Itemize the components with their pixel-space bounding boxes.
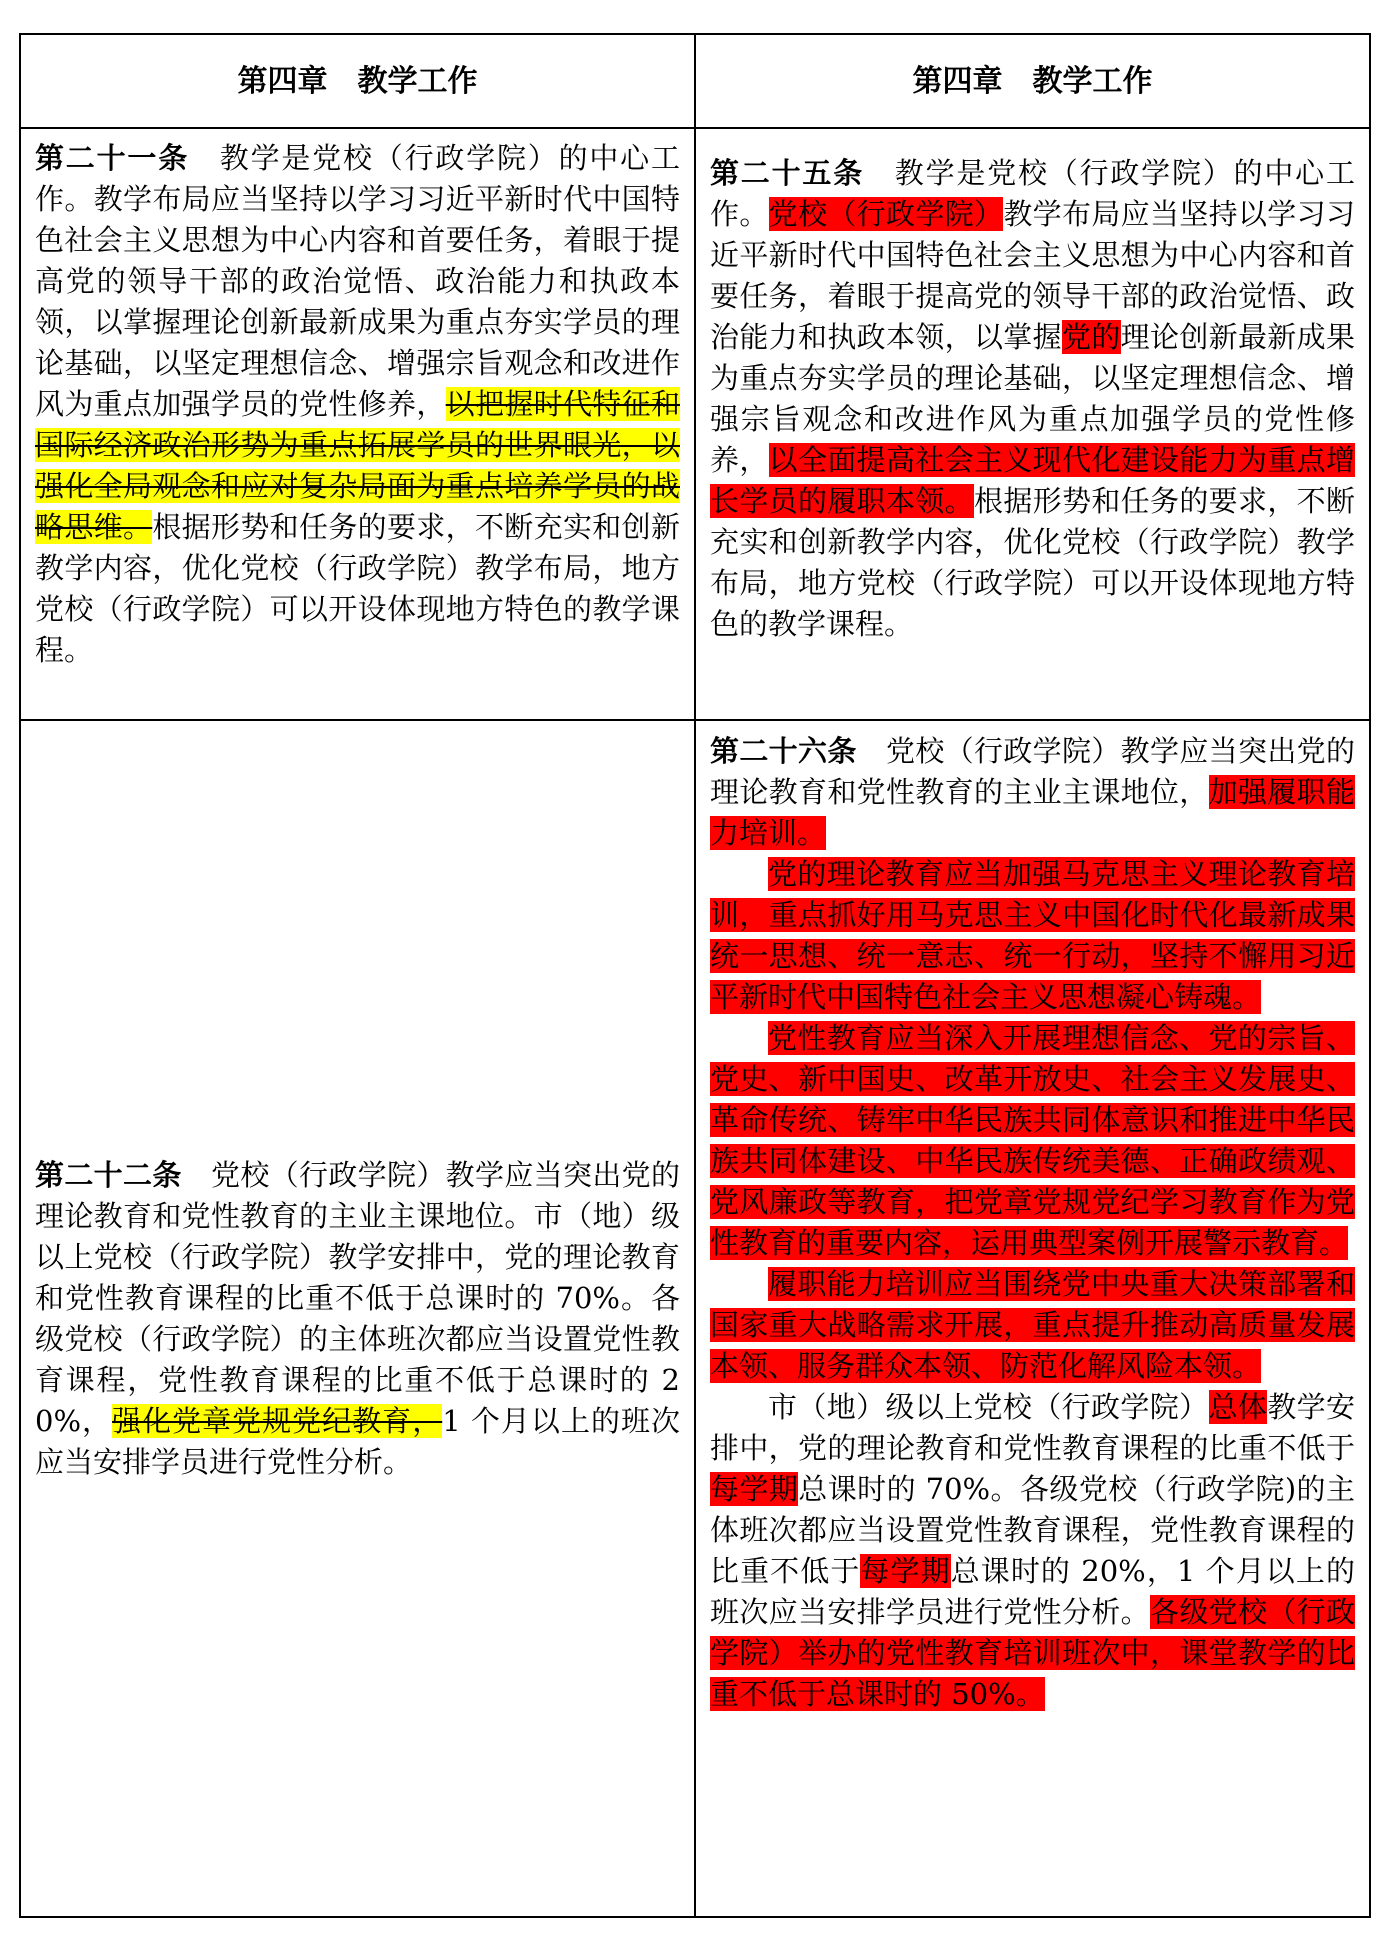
added-text: 每学期 [710, 1472, 799, 1506]
added-text: 总体 [1208, 1390, 1268, 1424]
article-text: 1 个月以上的班次应当安排学员进行党性分析。 [35, 1403, 680, 1479]
article-text: 理论创新最新成果为重点夯实学员的理论基础，以坚定理想信念、增强宗旨观念和改进作风为重点加强学员的党性修养， [710, 320, 1355, 477]
old-article-21 [20, 128, 695, 720]
article-text: 教学是党校（行政学院）的中心工作。教学布局应当坚持以学习习近平新时代中国特色社会主义思想为中心内容和首要任务，着眼于提高党的领导干部的政治觉悟、政治能力和执政本领，以掌握理论创新最新成果为重点夯实学员的理论基础，以坚定理想信念、增强宗旨观念和改进作风为重点加强学员的党性修养， [35, 141, 680, 421]
article-label: 第二十六条 [710, 734, 857, 768]
article-text: 总课时的 70%。各级党校（行政学院)的主体班次都应当设置党性教育课程，党性教育课程的比重不低于 [710, 1472, 1355, 1588]
article-text: 党校（行政学院）教学应当突出党的理论教育和党性教育的主业主课地位， [710, 734, 1355, 809]
article-label: 第二十一条 [35, 141, 189, 175]
header-row [20, 34, 1370, 128]
row-article-21-25 [20, 128, 1370, 720]
row-article-22-26 [20, 720, 1370, 1917]
article-text: 教学是党校（行政学院）的中心工作。 [710, 156, 1355, 231]
article-text: 教学布局应当坚持以学习习近平新时代中国特色社会主义思想为中心内容和首要任务，着眼于提高党的领导干部的政治觉悟、政治能力和执政本领，以掌握 [710, 197, 1355, 354]
comparison-table [19, 33, 1371, 1918]
added-text: 加强履职能力培训。 [710, 775, 1355, 850]
deleted-text: 以把握时代特征和国际经济政治形势为重点拓展学员的世界眼光，以强化全局观念和应对复杂局面为重点培养学员的战略思维。 [35, 387, 680, 544]
new-article-26 [695, 720, 1370, 1917]
right-header: 第四章 教学工作 [695, 34, 1370, 128]
old-article-22 [20, 720, 695, 1917]
article-label: 第二十五条 [710, 156, 864, 190]
article-text: 总课时的 20%，1 个月以上的班次应当安排学员进行党性分析。 [710, 1554, 1355, 1629]
deleted-text: 强化党章党规党纪教育， [112, 1403, 443, 1438]
article-text: 根据形势和任务的要求，不断充实和创新教学内容，优化党校（行政学院）教学布局，地方党校（行政学院）可以开设体现地方特色的教学课程。 [710, 484, 1355, 641]
added-text: 党校（行政学院） [768, 197, 1004, 231]
added-paragraph: 履职能力培训应当围绕党中央重大决策部署和国家重大战略需求开展，重点提升推动高质量发展本领、服务群众本领、防范化解风险本领。 [710, 1267, 1355, 1383]
article-text: 根据形势和任务的要求，不断充实和创新教学内容，优化党校（行政学院）教学布局，地方党校（行政学院）可以开设体现地方特色的教学课程。 [35, 510, 680, 667]
added-paragraph: 党的理论教育应当加强马克思主义理论教育培训，重点抓好用马克思主义中国化时代化最新成果统一思想、统一意志、统一行动，坚持不懈用习近平新时代中国特色社会主义思想凝心铸魂。 [710, 857, 1355, 1014]
left-header: 第四章 教学工作 [20, 34, 695, 128]
new-article-25 [695, 128, 1370, 720]
article-text: 市（地）级以上党校（行政学院） [768, 1390, 1209, 1424]
article-label: 第二十二条 [35, 1157, 182, 1192]
added-text: 各级党校（行政学院）举办的党性教育培训班次中，课堂教学的比重不低于总课时的 50%。 [710, 1595, 1355, 1711]
added-text: 党的 [1061, 320, 1121, 354]
added-text: 以全面提高社会主义现代化建设能力为重点增长学员的履职本领。 [710, 443, 1355, 518]
article-text: 教学安排中，党的理论教育和党性教育课程的比重不低于 [710, 1390, 1355, 1465]
article-text: 党校（行政学院）教学应当突出党的理论教育和党性教育的主业主课地位。市（地）级以上党校（行政学院）教学安排中，党的理论教育和党性教育课程的比重不低于总课时的 70%。各级党校（行政学院）的主体班次都应当设置党性教育课程，党性教育课程的比重不低于总课时的 20%， [35, 1157, 680, 1438]
added-paragraph: 党性教育应当深入开展理想信念、党的宗旨、党史、新中国史、改革开放史、社会主义发展史、革命传统、铸牢中华民族共同体意识和推进中华民族共同体建设、中华民族传统美德、正确政绩观、党风廉政等教育，把党章党规党纪学习教育作为党性教育的重要内容，运用典型案例开展警示教育。 [710, 1021, 1355, 1260]
added-text: 每学期 [860, 1554, 951, 1588]
